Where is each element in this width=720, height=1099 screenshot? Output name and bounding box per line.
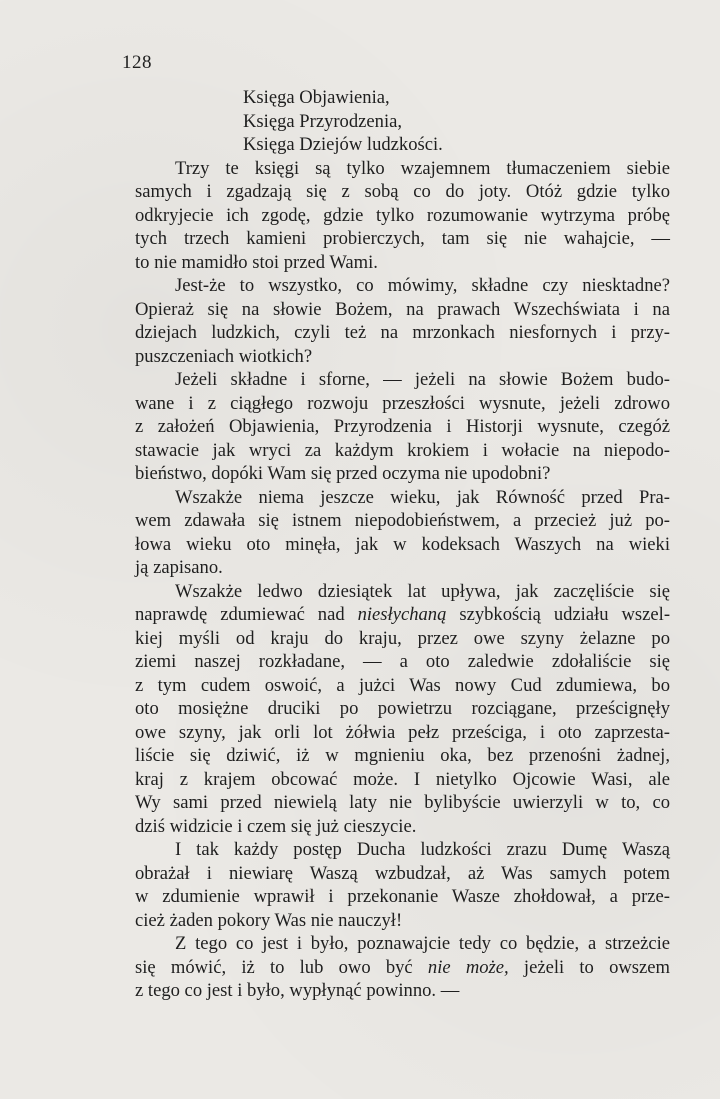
text-line: ziemi naszej rozkładane, — a oto zaledwie zdołaliście się bbox=[135, 651, 670, 672]
text-line: Wszakże ledwo dziesiątek lat upływa, jak zaczęliście się bbox=[175, 580, 670, 602]
text-line: owe szyny, jak orli lot żółwia pełz prześciga, i oto zaprzesta- bbox=[135, 721, 670, 743]
text-line: tych trzech kamieni probierczych, tam się nie wahajcie, — bbox=[135, 228, 670, 249]
text-line: Trzy te księgi są tylko wzajemnem tłumaczeniem siebie bbox=[175, 157, 670, 179]
page-number: 128 bbox=[122, 52, 152, 73]
text-line: łowa wieku oto minęła, jak w kodeksach Waszych na wieki bbox=[135, 533, 670, 555]
text-line: puszczeniach wiotkich? bbox=[135, 345, 313, 367]
text-line-with-italic bbox=[135, 603, 670, 627]
text-line: w zdumienie wprawił i przekonanie Wasze zhołdował, a prze- bbox=[135, 886, 670, 907]
text-line: Jest-że to wszystko, co mówimy, składne czy niesktadne? bbox=[175, 275, 670, 296]
text-line: stawacie jak wryci za każdym krokiem i wołacie na niepodo- bbox=[135, 439, 670, 461]
text-line: Z tego co jest i było, poznawajcie tedy co będzie, a strzeżcie bbox=[175, 933, 670, 954]
text-line: obrażał i niewiarę Waszą wzbudzał, aż Was samych potem bbox=[135, 862, 670, 884]
text-line: wane i z ciągłego rozwoju przeszłości wysnute, jeżeli zdrowo bbox=[135, 392, 670, 414]
title-line-1: Księga Objawienia, bbox=[243, 87, 390, 108]
text-line-with-italic bbox=[135, 956, 670, 980]
title-line-3: Księga Dziejów ludzkości. bbox=[243, 134, 443, 155]
text-span: szybkością udziału wszel- bbox=[459, 604, 671, 625]
text-line: odkryjecie ich zgodę, gdzie tylko rozumowanie wytrzyma próbę bbox=[135, 204, 670, 226]
text-line: Wy sami przed niewielą laty nie bylibyście uwierzyli w to, co bbox=[135, 792, 670, 813]
text-line: kraj z krajem obcować może. I nietylko Ojcowie Wasi, ale bbox=[135, 768, 670, 790]
text-line: samych i zgadzają się z sobą co do joty. Otóż gdzie tylko bbox=[135, 181, 670, 202]
text-span: jeżeli to owszem bbox=[523, 956, 670, 978]
text-line: to nie mamidło stoi przed Wami. bbox=[135, 251, 378, 273]
text-line: Opieraż się na słowie Bożem, na prawach Wszechświata i na bbox=[135, 298, 670, 320]
text-line: z tego co jest i było, wypłynąć powinno. — bbox=[135, 980, 460, 1001]
text-line: I tak każdy postęp Ducha ludzkości zrazu Dumę Waszą bbox=[175, 839, 670, 860]
text-line: kiej myśli od kraju do kraju, przez owe szyny żelazne po bbox=[135, 627, 670, 649]
text-line: oto mosiężne druciki po powietrzu rozciągane, prześcignęły bbox=[135, 698, 670, 719]
text-line: dziś widzicie i czem się już cieszycie. bbox=[135, 815, 417, 837]
text-line: cież żaden pokory Was nie nauczył! bbox=[135, 909, 403, 931]
text-line: z tym cudem oswoić, a jużci Was nowy Cud zdumiewa, bo bbox=[135, 674, 670, 696]
text-line: Wszakże niema jeszcze wieku, jak Równość przed Pra- bbox=[175, 486, 670, 508]
text-line: z założeń Objawienia, Przyrodzenia i Historji wysnute, czegóż bbox=[135, 416, 670, 437]
text-line: wem zdawała się istnem niepodobieństwem, a przecież już po- bbox=[135, 510, 670, 531]
italic-word: niesłychaną bbox=[357, 604, 447, 625]
text-line: liście się dziwić, iż w mgnieniu oka, bez przenośni żadnej, bbox=[135, 745, 670, 766]
text-line: ją zapisano. bbox=[135, 557, 223, 578]
title-line-2: Księga Przyrodzenia, bbox=[243, 110, 403, 132]
text-span: naprawdę zdumiewać nad bbox=[135, 604, 345, 625]
text-line: bieństwo, dopóki Wam się przed oczyma nie upodobni? bbox=[135, 463, 551, 484]
text-span: się mówić, iż to lub owo być bbox=[135, 956, 413, 978]
italic-word: nie może, bbox=[427, 956, 509, 978]
text-line: dziejach ludzkich, czyli też na mrzonkach niesfornych i przy- bbox=[135, 322, 670, 343]
text-line: Jeżeli składne i sforne, — jeżeli na słowie Bożem budo- bbox=[175, 369, 670, 390]
